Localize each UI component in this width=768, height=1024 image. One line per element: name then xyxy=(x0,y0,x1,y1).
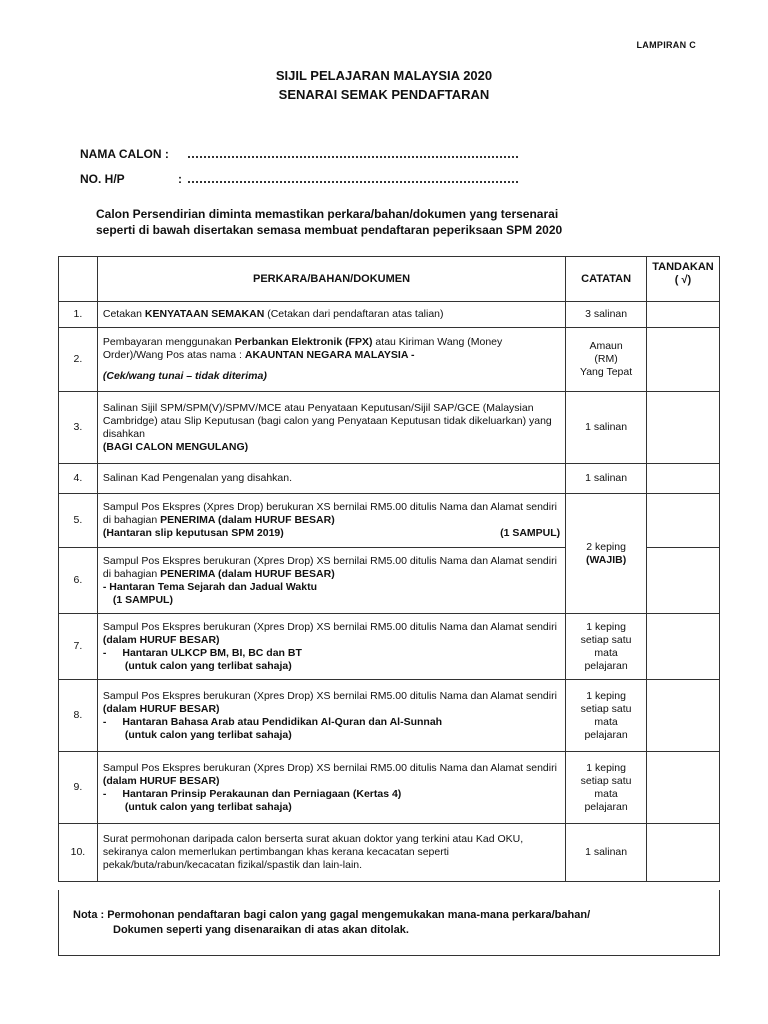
tick-cell[interactable] xyxy=(646,548,719,614)
row-catatan: 3 salinan xyxy=(566,302,647,328)
row-catatan: 1 salinan xyxy=(566,392,647,464)
row-number: 7. xyxy=(59,614,98,680)
instructions xyxy=(96,206,696,238)
no-hp-field[interactable] xyxy=(80,171,518,186)
no-hp-label: NO. H/P : xyxy=(80,172,182,186)
instructions-line-2: seperti di bawah disertakan semasa membuat pendaftaran peperiksaan SPM 2020 xyxy=(96,223,563,237)
tick-cell[interactable] xyxy=(646,494,719,548)
row-description: Cetakan KENYATAAN SEMAKAN (Cetakan dari pendaftaran atas talian) xyxy=(97,302,565,328)
checklist-table xyxy=(58,256,720,882)
row-description: Salinan Kad Pengenalan yang disahkan. xyxy=(97,464,565,494)
nota-line-2: Dokumen seperti yang disenaraikan di atas akan ditolak. xyxy=(113,924,409,936)
document-subtitle: SENARAI SEMAK PENDAFTARAN xyxy=(278,87,490,102)
table-row xyxy=(59,328,720,392)
tick-cell[interactable] xyxy=(646,328,719,392)
nota-box xyxy=(58,890,720,956)
table-header-row xyxy=(59,257,720,302)
row-number: 4. xyxy=(59,464,98,494)
table-row xyxy=(59,680,720,752)
row-description: Sampul Pos Ekspres berukuran (Xpres Drop) XS bernilai RM5.00 ditulis Nama dan Alamat sendiri (dalam HURUF BESAR) - Hantaran Prinsip Perakaunan dan Perniagaan (Kertas 4) (untuk calon yang terlibat sahaja) xyxy=(97,752,565,824)
row-number: 6. xyxy=(59,548,98,614)
row-description: Sampul Pos Ekspres berukuran (Xpres Drop) XS bernilai RM5.00 ditulis Nama dan Alamat sendiri (dalam HURUF BESAR) - Hantaran ULKCP BM, BI, BC dan BT (untuk calon yang terlibat sahaja) xyxy=(97,614,565,680)
nama-calon-field[interactable] xyxy=(80,146,518,161)
row-number: 3. xyxy=(59,392,98,464)
row-description: Sampul Pos Ekspres (Xpres Drop) berukuran XS bernilai RM5.00 ditulis Nama dan Alamat sendiri di bahagian PENERIMA (dalam HURUF BESAR) (Hantaran slip keputusan SPM 2019) (1 SAMPUL) xyxy=(97,494,565,548)
tick-cell[interactable] xyxy=(646,464,719,494)
tick-cell[interactable] xyxy=(646,614,719,680)
instructions-line-1: Calon Persendirian diminta memastikan perkara/bahan/dokumen yang tersenarai xyxy=(96,207,559,221)
row-catatan: 1 salinan xyxy=(566,464,647,494)
row-number: 2. xyxy=(59,328,98,392)
no-hp-blank[interactable] xyxy=(188,171,518,183)
table-row xyxy=(59,614,720,680)
nama-calon-label: NAMA CALON : xyxy=(80,147,169,161)
header-tandakan xyxy=(646,257,719,302)
row-catatan: 1 keping setiap satu mata pelajaran xyxy=(566,614,647,680)
row-description: Pembayaran menggunakan Perbankan Elektronik (FPX) atau Kiriman Wang (Money Order)/Wang Pos atas nama : AKAUNTAN NEGARA MALAYSIA - (Cek/wang tunai – tidak diterima) xyxy=(97,328,565,392)
tick-cell[interactable] xyxy=(646,392,719,464)
table-row xyxy=(59,824,720,882)
table-row xyxy=(59,494,720,548)
tick-cell[interactable] xyxy=(646,752,719,824)
row-catatan: Amaun (RM) Yang Tepat xyxy=(566,328,647,392)
header-tandakan-label: TANDAKAN xyxy=(652,261,714,273)
tick-cell[interactable] xyxy=(646,824,719,882)
table-row xyxy=(59,752,720,824)
table-row xyxy=(59,302,720,328)
nama-calon-blank[interactable] xyxy=(188,146,518,158)
row-catatan: 1 keping setiap satu mata pelajaran xyxy=(566,752,647,824)
row-description: Salinan Sijil SPM/SPM(V)/SPMV/MCE atau Penyataan Keputusan/Sijil SAP/GCE (Malaysian Cambridge) atau Slip Keputusan (bagi calon yang Penyataan Keputusan tidak dikeluarkan) yang disahkan (BAGI CALON MENGULANG) xyxy=(97,392,565,464)
row-number: 10. xyxy=(59,824,98,882)
row-number: 1. xyxy=(59,302,98,328)
row-number: 8. xyxy=(59,680,98,752)
row-catatan: 1 keping setiap satu mata pelajaran xyxy=(566,680,647,752)
row-catatan: 1 salinan xyxy=(566,824,647,882)
table-row xyxy=(59,392,720,464)
lampiran-label: LAMPIRAN C xyxy=(636,40,696,50)
table-row xyxy=(59,464,720,494)
row-catatan-merged: 2 keping (WAJIB) xyxy=(566,494,647,614)
row-description: Sampul Pos Ekspres berukuran (Xpres Drop) XS bernilai RM5.00 ditulis Nama dan Alamat sendiri di bahagian PENERIMA (dalam HURUF BESAR) - Hantaran Tema Sejarah dan Jadual Waktu (1 SAMPUL) xyxy=(97,548,565,614)
row-description: Surat permohonan daripada calon berserta surat akuan doktor yang terkini atau Kad OKU, sekiranya calon memerlukan pertimbangan khas kerana kecacatan seperti pekak/buta/rabun/kecacatan fizikal/spastik dan lain-lain. xyxy=(97,824,565,882)
header-no xyxy=(59,257,98,302)
header-perkara: PERKARA/BAHAN/DOKUMEN xyxy=(97,257,565,302)
row-description: Sampul Pos Ekspres berukuran (Xpres Drop) XS bernilai RM5.00 ditulis Nama dan Alamat sendiri (dalam HURUF BESAR) - Hantaran Bahasa Arab atau Pendidikan Al-Quran dan Al-Sunnah (untuk calon yang terlibat sahaja) xyxy=(97,680,565,752)
tick-cell[interactable] xyxy=(646,680,719,752)
header-catatan: CATATAN xyxy=(566,257,647,302)
tick-cell[interactable] xyxy=(646,302,719,328)
document-title: SIJIL PELAJARAN MALAYSIA 2020 xyxy=(275,68,493,83)
row-number: 5. xyxy=(59,494,98,548)
nota-line-1: Nota : Permohonan pendaftaran bagi calon yang gagal mengemukakan mana-mana perkara/bahan/ xyxy=(73,909,591,921)
header-tick-mark: ( √) xyxy=(674,274,692,286)
row-number: 9. xyxy=(59,752,98,824)
